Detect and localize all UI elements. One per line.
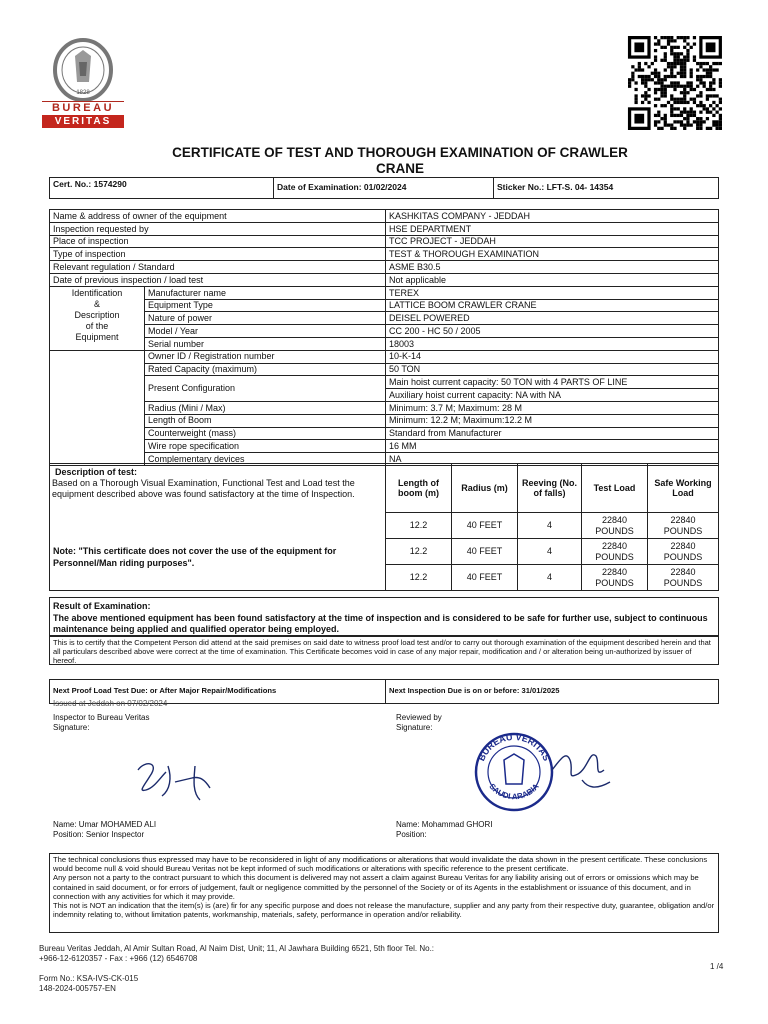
company-stamp <box>470 730 620 815</box>
document-number: 148-2024-005757-EN <box>39 984 116 993</box>
test-description <box>50 464 386 539</box>
wire-rope-label: Wire rope specification <box>145 440 386 453</box>
column-reeving: Reeving (No. of falls) <box>518 464 582 513</box>
wire-rope-value: 16 MM <box>386 440 719 453</box>
boom-value: Minimum: 12.2 M; Maximum:12.2 M <box>386 414 719 427</box>
result-of-examination <box>49 597 719 636</box>
model-label: Model / Year <box>145 325 386 338</box>
certification-statement: This is to certify that the Competent Person did attend at the said premises on said date to witness proof load test and/or to carry out thorough examination of the equipment described herein and that all particulars described above were correct at the time of examination. This Certificate becomes void in case of any major repair, modification and / or alteration being un-authorized by issuer of hereof. <box>49 636 719 665</box>
page-number: 1 /4 <box>710 962 724 971</box>
power-value: DEISEL POWERED <box>386 312 719 325</box>
counterweight-value: Standard from Manufacturer <box>386 427 719 440</box>
result-text: The above mentioned equipment has been found satisfactory at the time of inspection and is considered to be safe for further use, subject to continuous maintenance being applied and qualified operator being employed. <box>53 612 708 634</box>
configuration-main-hoist: Main hoist current capacity: 50 TON with 4 PARTS OF LINE <box>386 376 719 389</box>
previous-inspection-value: Not applicable <box>386 273 719 286</box>
column-radius: Radius (m) <box>452 464 518 513</box>
regulation-label: Relevant regulation / Standard <box>50 261 386 274</box>
serial-value: 18003 <box>386 337 719 350</box>
reviewer-name: Name: Mohammad GHORI <box>396 820 493 829</box>
power-label: Nature of power <box>145 312 386 325</box>
test-description-text: Based on a Thorough Visual Examination, Functional Test and Load test the equipment described above was found satisfactory at the time of Inspection. <box>52 478 355 499</box>
column-safe-working-load: Safe Working Load <box>648 464 719 513</box>
previous-inspection-label: Date of previous inspection / load test <box>50 273 386 286</box>
footer-address-line-1: Bureau Veritas Jeddah, Al Amir Sultan Road, Al Naim Dist, Unit; 11, Al Jawhara Building 6521, 5th floor Tel. No.: <box>39 944 435 953</box>
requested-label: Inspection requested by <box>50 222 386 235</box>
disclaimer <box>49 853 719 933</box>
footer-form <box>39 974 138 994</box>
table-row: 12.2 40 FEET 4 22840 POUNDS 22840 POUNDS <box>50 513 719 539</box>
certificate-header-table <box>49 177 719 199</box>
stamp-top-text: BUREAU VERITAS <box>476 731 552 763</box>
certificate-note: Note: "This certificate does not cover the use of the equipment for Personnel/Man riding purposes". <box>50 539 386 591</box>
configuration-aux-hoist: Auxiliary hoist current capacity: NA with NA <box>386 389 719 402</box>
owner-value: KASHKITAS COMPANY - JEDDAH <box>386 210 719 223</box>
column-boom-length: Length of boom (m) <box>386 464 452 513</box>
column-test-load: Test Load <box>582 464 648 513</box>
logo-text-bureau: BUREAU <box>42 101 124 114</box>
radius-value: Minimum: 3.7 M; Maximum: 28 M <box>386 401 719 414</box>
result-heading: Result of Examination: <box>53 601 151 611</box>
equipment-type-value: LATTICE BOOM CRAWLER CRANE <box>386 299 719 312</box>
identification-label: Identification & Description of the Equipment <box>50 286 145 350</box>
equipment-details-table <box>49 209 719 466</box>
requested-value: HSE DEPARTMENT <box>386 222 719 235</box>
inspector-signature-label: Signature: <box>53 723 90 732</box>
configuration-label: Present Configuration <box>145 376 386 402</box>
svg-text:BUREAU VERITAS <box>476 732 551 763</box>
capacity-label: Rated Capacity (maximum) <box>145 363 386 376</box>
inspector-position: Position: Senior Inspector <box>53 830 145 839</box>
reviewer-signature-label: Signature: <box>396 723 433 732</box>
qr-code <box>626 36 724 130</box>
reviewer-title: Reviewed by <box>396 713 442 722</box>
owner-label: Name & address of owner of the equipment <box>50 210 386 223</box>
inspector-title: Inspector to Bureau Veritas <box>53 713 150 722</box>
disclaimer-paragraph-2: Any person not a party to the contract pursuant to which this document is delivered may not assert a claim against Bureau Veritas for any liability arising out of errors or omissions which may be contained in said document, or for errors of judgement, fault or negligence committed by the personnel of the Society or of its Agents in the establishment or issuance of this document, and in connection with any activities for which it may provide. <box>53 873 699 901</box>
reviewer-details <box>396 820 492 840</box>
footer-address <box>39 944 434 964</box>
title-line-1: CERTIFICATE OF TEST AND THOROUGH EXAMINATION OF CRAWLER <box>172 145 628 160</box>
type-label: Type of inspection <box>50 248 386 261</box>
next-proof-load-test: Next Proof Load Test Due: or After Major Repair/Modifications <box>50 680 386 704</box>
capacity-value: 50 TON <box>386 363 719 376</box>
inspector-name: Name: Umar MOHAMED ALI <box>53 820 157 829</box>
footer-address-line-2: +966-12-6120357 - Fax : +966 (12) 6546708 <box>39 954 198 963</box>
manufacturer-label: Manufacturer name <box>145 286 386 299</box>
devices-label: Complementary devices <box>145 453 386 466</box>
model-value: CC 200 - HC 50 / 2005 <box>386 325 719 338</box>
owner-id-value: 10-K-14 <box>386 350 719 363</box>
equipment-type-label: Equipment Type <box>145 299 386 312</box>
radius-label: Radius (Mini / Max) <box>145 401 386 414</box>
sticker-number: Sticker No.: LFT-S. 04- 14354 <box>494 178 719 199</box>
form-number: Form No.: KSA-IVS-CK-015 <box>39 974 139 983</box>
test-description-heading: Description of test: <box>55 467 138 477</box>
owner-id-label: Owner ID / Registration number <box>145 350 386 363</box>
logo-year: 1828 <box>76 90 90 96</box>
counterweight-label: Counterweight (mass) <box>145 427 386 440</box>
title-line-2: CRANE <box>375 161 424 176</box>
cert-number: Cert. No.: 1574290 <box>50 178 274 199</box>
disclaimer-paragraph-1: The technical conclusions thus expressed may have to be reconsidered in light of any modifications or alterations that would invalidate the data shown in the present certificate. These conclusions would become null & void should Bureau Veritas not be kept informed of such modifications or alterations with specific reference to the present certificate. <box>53 855 708 874</box>
logo-text-veritas: VERITAS <box>42 115 124 128</box>
stamp-bottom-text: SAUDI ARABIA <box>487 781 541 802</box>
place-label: Place of inspection <box>50 235 386 248</box>
manufacturer-value: TEREX <box>386 286 719 299</box>
regulation-value: ASME B30.5 <box>386 261 719 274</box>
type-value: TEST & THOROUGH EXAMINATION <box>386 248 719 261</box>
date-of-examination: Date of Examination: 01/02/2024 <box>274 178 494 199</box>
inspector-signature <box>120 748 220 808</box>
table-row: 12.2 40 FEET 4 22840 POUNDS 22840 POUNDS <box>50 565 719 591</box>
load-test-table <box>49 463 719 591</box>
reviewer-block <box>396 713 442 733</box>
place-value: TCC PROJECT - JEDDAH <box>386 235 719 248</box>
issued-at: Issued at Jeddah on 07/02/2024 <box>53 699 168 708</box>
reviewer-position: Position: <box>396 830 427 839</box>
page-title <box>100 145 700 177</box>
devices-value: NA <box>386 453 719 466</box>
table-row: Note: "This certificate does not cover the use of the equipment for Personnel/Man riding purposes". 12.2 40 FEET 4 22840 POUNDS 22840 POUNDS <box>50 539 719 565</box>
next-inspection-due: Next Inspection Due is on or before: 31/01/2025 <box>386 680 719 704</box>
inspector-block <box>53 713 150 733</box>
inspector-details <box>53 820 156 840</box>
boom-label: Length of Boom <box>145 414 386 427</box>
serial-label: Serial number <box>145 337 386 350</box>
disclaimer-paragraph-3: This not is NOT an indication that the item(s) is (are) fir for any specific purpose and does not release the manufacture, supplier and any party from their respective duty, guarantee, obligation and/or indemnity relating to, without limitation patents, workmanship, materials, safety, performance in operation and/or reliability. <box>53 901 715 920</box>
